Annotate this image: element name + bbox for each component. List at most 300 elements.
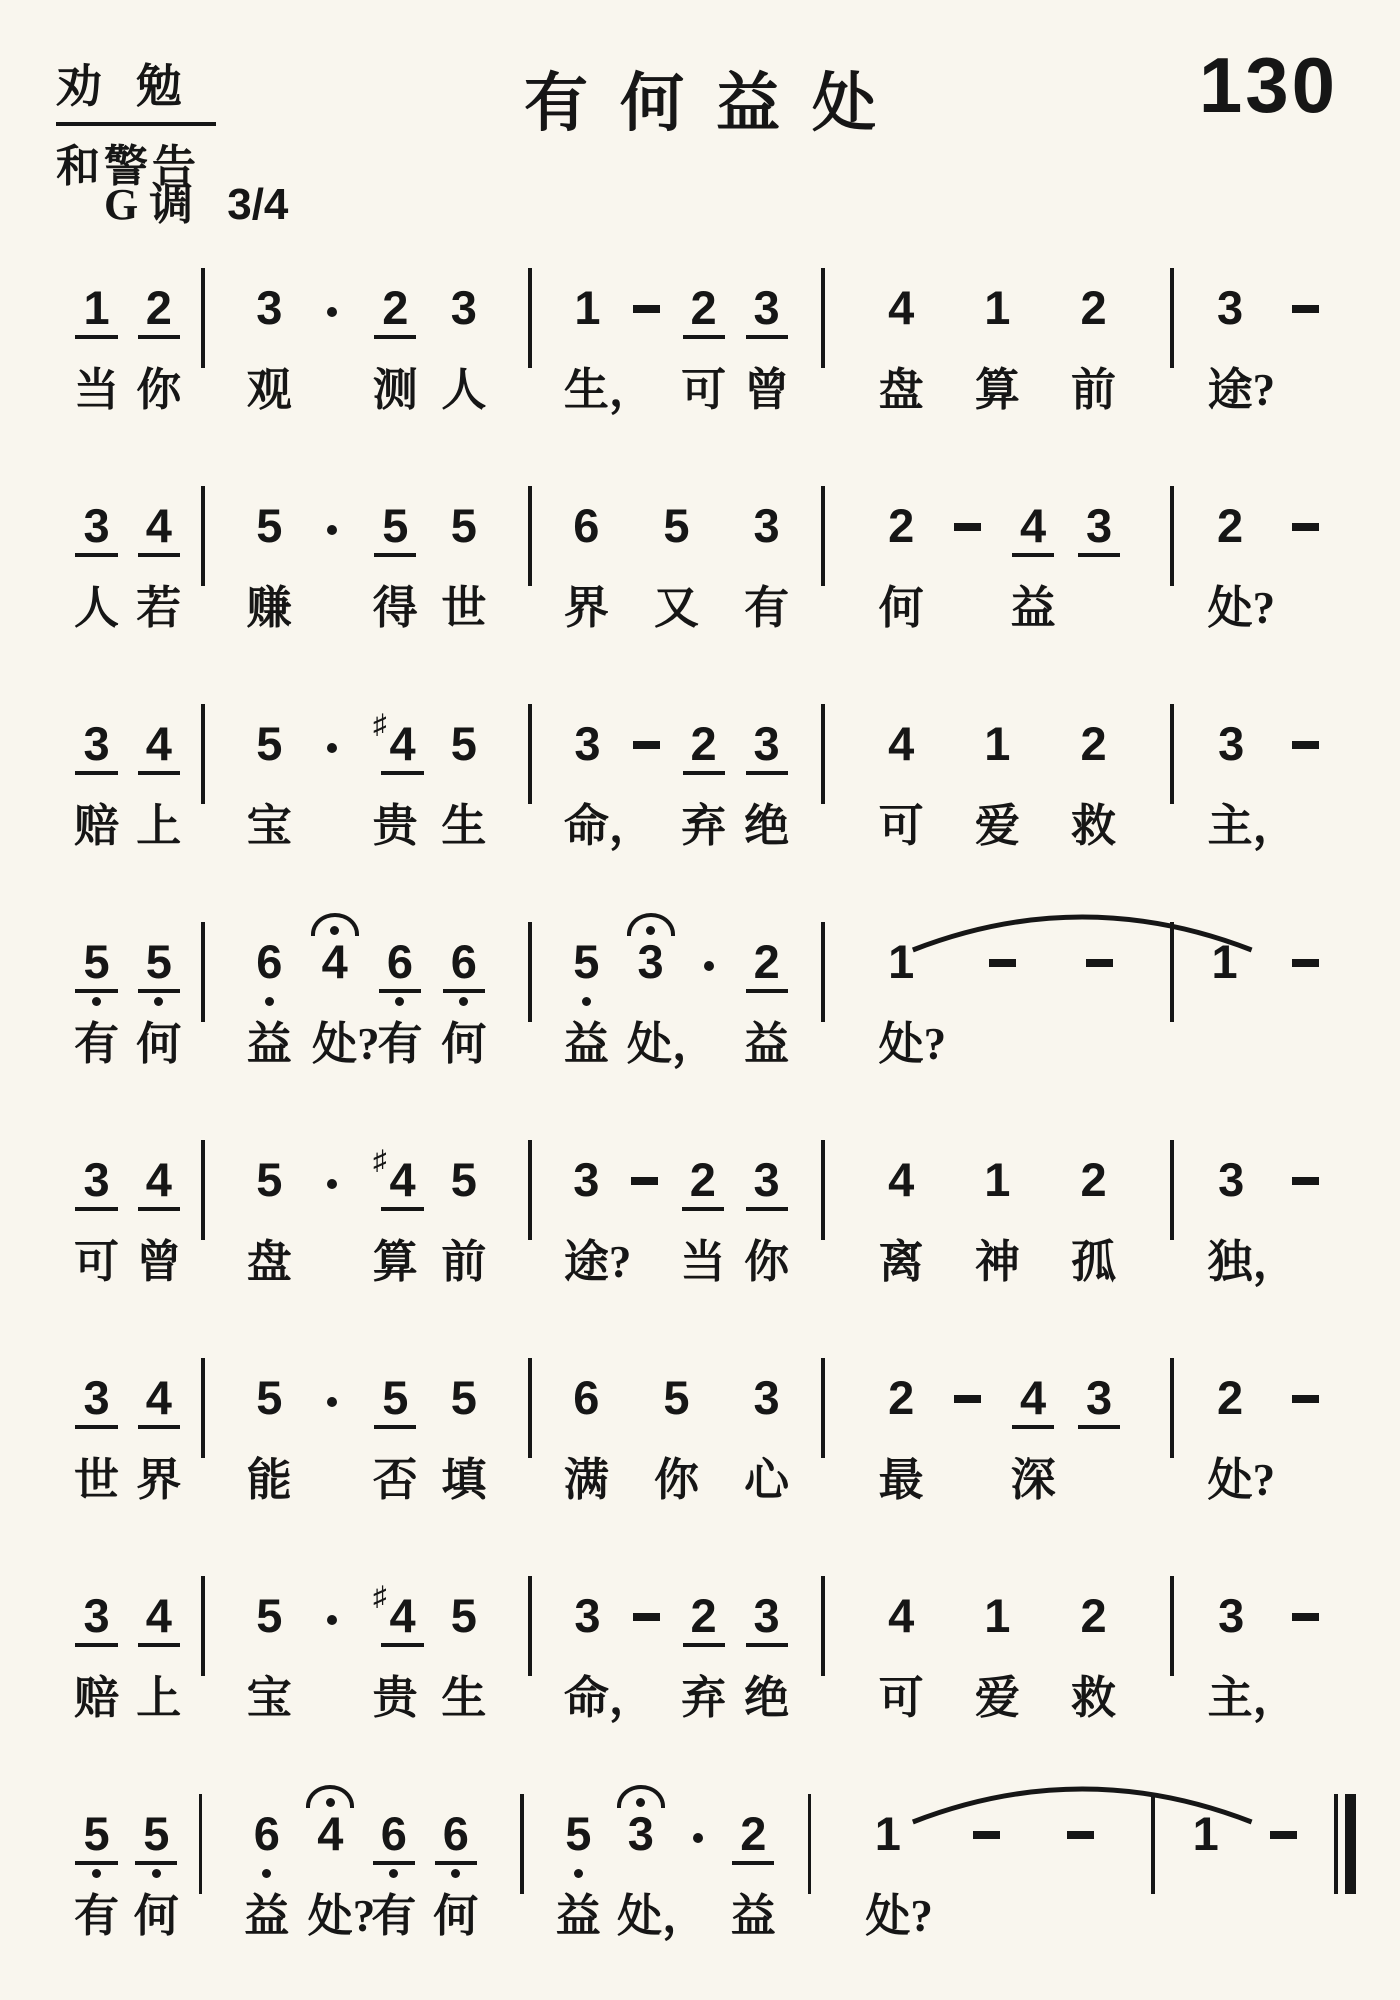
measure <box>1174 472 1356 640</box>
hold-dash-token <box>1288 690 1322 858</box>
hold-dash-token <box>628 1126 662 1294</box>
note-number: 3 <box>75 1372 117 1429</box>
note-token <box>441 690 486 858</box>
note-number: 5 <box>75 1808 117 1865</box>
note-figure <box>327 718 337 774</box>
lyric-char: 测 <box>372 365 418 415</box>
note-figure <box>327 282 337 338</box>
note-number: 2 <box>374 282 416 339</box>
note-number: 3 <box>1217 281 1244 334</box>
note-number: 4 <box>138 500 180 557</box>
note-number: 2 <box>682 1154 724 1211</box>
note-number: 5 <box>663 1371 690 1424</box>
hold-dash-icon <box>1292 1395 1319 1403</box>
note-number: 4 <box>1012 1372 1054 1429</box>
hold-dash-token <box>1288 1126 1322 1294</box>
note-token <box>247 254 292 422</box>
note-number: 3 <box>573 1153 600 1206</box>
note-figure <box>688 1154 718 1210</box>
measure <box>205 1562 529 1730</box>
lyric-char: 处? <box>1207 583 1276 633</box>
note-figure <box>1080 1154 1106 1210</box>
note-token <box>879 254 924 422</box>
note-number: 2 <box>888 499 915 552</box>
note-figure <box>875 1808 901 1864</box>
lyric-char: 何 <box>133 1891 179 1941</box>
lyric-char: 盘 <box>246 1237 292 1287</box>
octave-dot-slot <box>262 1864 271 1882</box>
note-figure <box>144 718 174 774</box>
hold-dash-icon <box>633 741 660 749</box>
lyric-char: 否 <box>372 1455 418 1505</box>
note-number: 4 <box>381 1154 423 1211</box>
lyric-char: 上 <box>136 1673 182 1723</box>
hold-dash-token <box>970 1780 1004 1948</box>
lyric-char: 你 <box>744 1237 790 1287</box>
measure <box>825 254 1170 422</box>
octave-dot-slot <box>395 992 404 1010</box>
note-token <box>441 254 486 422</box>
note-token <box>617 1780 708 1948</box>
measure <box>825 1562 1170 1730</box>
note-number: 4 <box>888 717 915 770</box>
note-number: 5 <box>75 936 117 993</box>
note-token <box>74 690 119 858</box>
augmentation-dot-token <box>692 908 726 1076</box>
note-token <box>563 1562 654 1730</box>
note-token <box>879 1562 924 1730</box>
note-token <box>373 472 418 640</box>
lyric-char: 处， <box>617 1891 708 1941</box>
note-figure <box>81 936 111 992</box>
note-figure <box>1018 1372 1048 1428</box>
note-figure <box>1067 1808 1094 1864</box>
lyric-char: 算 <box>372 1237 418 1287</box>
note-number: 6 <box>253 1807 280 1860</box>
note-token <box>74 1344 119 1512</box>
note-figure <box>1080 1590 1106 1646</box>
note-number: 3 <box>753 1371 780 1424</box>
score-line-2 <box>58 472 1356 640</box>
lyric-char: 益 <box>244 1891 290 1941</box>
note-figure <box>1292 282 1319 338</box>
measure <box>811 1780 1151 1948</box>
lyric-char: 益 <box>730 1891 776 1941</box>
hold-dash-token <box>1288 908 1322 1076</box>
lyric-char: 赔 <box>74 801 120 851</box>
note-figure <box>372 1581 418 1646</box>
hold-dash-token <box>1063 1780 1097 1948</box>
lyric-char: 你 <box>653 1455 699 1505</box>
hold-dash-token <box>629 690 663 858</box>
note-token <box>865 1780 933 1948</box>
lyric-char: 世 <box>441 583 487 633</box>
lyric-char: 益 <box>555 1891 601 1941</box>
note-figure <box>256 1154 282 1210</box>
note-token <box>1207 690 1298 858</box>
lyric-char: 独， <box>1207 1237 1298 1287</box>
measure <box>58 908 201 1076</box>
note-token <box>731 1780 776 1948</box>
lyric-char: 曾 <box>136 1237 182 1287</box>
note-token <box>247 472 292 640</box>
note-number: 5 <box>450 717 477 770</box>
note-figure <box>752 936 782 992</box>
measure <box>825 1126 1170 1294</box>
note-number: 4 <box>888 1589 915 1642</box>
note-number: 3 <box>1218 1153 1245 1206</box>
score-line-1 <box>58 254 1356 422</box>
note-number: 3 <box>256 281 283 334</box>
lyric-char: 命， <box>563 801 654 851</box>
final-barline-thin <box>1334 1794 1338 1894</box>
key-time-line <box>104 168 288 232</box>
lyric-char: 界 <box>563 583 609 633</box>
note-token <box>1011 1344 1056 1512</box>
measure <box>205 690 529 858</box>
score-line-4 <box>58 908 1356 1076</box>
lyric-char: 界 <box>136 1455 182 1505</box>
note-token <box>441 1344 486 1512</box>
note-figure <box>888 1372 914 1428</box>
note-figure <box>663 1372 689 1428</box>
lyric-char: 能 <box>246 1455 292 1505</box>
note-figure <box>1292 718 1319 774</box>
octave-dot-slot <box>582 992 591 1010</box>
octave-dot-slot <box>451 1864 460 1882</box>
category-top-label: 劝勉 <box>56 61 216 112</box>
note-number: 5 <box>374 500 416 557</box>
lyric-char: 深 <box>1010 1455 1056 1505</box>
note-number: 3 <box>75 500 117 557</box>
note-figure <box>574 1590 600 1646</box>
note-number: 5 <box>256 717 283 770</box>
note-figure <box>1018 500 1048 556</box>
note-figure <box>451 1154 477 1210</box>
note-token <box>744 1126 789 1294</box>
note-token <box>681 254 726 422</box>
note-token <box>74 472 119 640</box>
note-number: 5 <box>565 1807 592 1860</box>
duration-dot-icon <box>327 1615 337 1625</box>
note-token <box>1011 472 1056 640</box>
note-number: 3 <box>746 1590 788 1647</box>
note-figure <box>380 500 410 556</box>
note-number: 1 <box>574 281 601 334</box>
lyric-char: 可 <box>878 801 924 851</box>
augmentation-dot-token <box>315 254 349 422</box>
note-token <box>744 1344 789 1512</box>
note-token <box>1208 908 1242 1076</box>
note-number: 4 <box>381 718 423 775</box>
note-figure <box>633 1590 660 1646</box>
note-number: 5 <box>663 499 690 552</box>
note-number: 2 <box>1217 499 1244 552</box>
note-figure <box>1292 1154 1319 1210</box>
score-line-3 <box>58 690 1356 858</box>
lyric-char: 益 <box>246 1019 292 1069</box>
lyric-char: 最 <box>878 1455 924 1505</box>
augmentation-dot-token <box>315 1126 349 1294</box>
lyric-char: 曾 <box>744 365 790 415</box>
note-number: 1 <box>984 1153 1011 1206</box>
note-token <box>556 1780 601 1948</box>
octave-dot-slot <box>154 992 163 1010</box>
low-octave-dot-icon <box>574 1869 583 1878</box>
note-token <box>373 1344 418 1512</box>
lyric-char: 人 <box>74 583 120 633</box>
lyric-char: 孤 <box>1071 1237 1117 1287</box>
note-figure <box>451 282 477 338</box>
lyric-char: 赔 <box>74 1673 120 1723</box>
note-token <box>879 472 924 640</box>
note-token <box>680 1126 725 1294</box>
note-figure <box>451 500 477 556</box>
note-token <box>306 1780 376 1948</box>
lyric-char: 得 <box>372 583 418 633</box>
note-figure <box>144 1154 174 1210</box>
note-number: 3 <box>75 718 117 775</box>
octave-dot-slot <box>92 1864 101 1882</box>
note-number: 2 <box>1080 281 1107 334</box>
category-bottom-label: 和警告 <box>56 142 200 191</box>
lyric-char: 前 <box>1071 365 1117 415</box>
note-token <box>563 1126 632 1294</box>
note-number: 6 <box>573 499 600 552</box>
hold-dash-token <box>1266 1780 1300 1948</box>
note-token <box>373 254 418 422</box>
note-number: 1 <box>874 1807 901 1860</box>
note-token <box>975 254 1020 422</box>
duration-dot-icon <box>327 525 337 535</box>
note-figure <box>954 1372 981 1428</box>
note-token <box>377 908 422 1076</box>
note-figure <box>1217 282 1243 338</box>
lyric-char: 若 <box>136 583 182 633</box>
lyric-char: 宝 <box>246 1673 292 1723</box>
note-token <box>373 1562 418 1730</box>
note-figure <box>574 718 600 774</box>
note-figure <box>1217 500 1243 556</box>
note-figure <box>1080 282 1106 338</box>
measure <box>205 1344 529 1512</box>
note-number: 6 <box>435 1808 477 1865</box>
note-number: 1 <box>888 935 915 988</box>
note-number: 3 <box>1078 1372 1120 1429</box>
hymn-number: 130 <box>1198 41 1338 129</box>
final-barline <box>1334 1794 1356 1894</box>
note-token <box>1082 472 1116 640</box>
measure <box>532 1562 821 1730</box>
low-octave-dot-icon <box>459 997 468 1006</box>
note-figure <box>144 936 174 992</box>
note-number: 3 <box>574 717 601 770</box>
lyric-char: 世 <box>74 1455 120 1505</box>
lyric-char: 可 <box>681 365 727 415</box>
page-title: 有何益处 <box>524 67 908 139</box>
lyric-char: 处? <box>1207 1455 1276 1505</box>
note-number: 6 <box>379 936 421 993</box>
hold-dash-token <box>950 472 984 640</box>
note-figure <box>888 500 914 556</box>
note-number: 4 <box>138 1590 180 1647</box>
hold-dash-token <box>629 1562 663 1730</box>
measure <box>532 1344 821 1512</box>
note-token <box>441 1126 486 1294</box>
lyric-char: 有 <box>377 1019 423 1069</box>
low-octave-dot-icon <box>389 1869 398 1878</box>
note-number: 3 <box>637 935 664 988</box>
score-line-8 <box>58 1780 1356 1948</box>
note-token <box>975 690 1020 858</box>
lyric-char: 救 <box>1071 801 1117 851</box>
note-number: 3 <box>1078 500 1120 557</box>
note-token <box>975 1562 1020 1730</box>
lyric-char: 前 <box>441 1237 487 1287</box>
note-figure <box>1270 1808 1297 1864</box>
note-figure <box>317 1808 343 1864</box>
note-number: 2 <box>683 282 725 339</box>
lyric-char: 绝 <box>744 1673 790 1723</box>
note-number: 2 <box>1080 1589 1107 1642</box>
lyric-char: 当 <box>74 365 120 415</box>
note-token <box>654 472 699 640</box>
octave-dot-slot <box>574 1864 583 1882</box>
low-octave-dot-icon <box>154 997 163 1006</box>
note-figure <box>1218 718 1244 774</box>
duration-dot-icon <box>693 1833 703 1843</box>
hold-dash-icon <box>1292 741 1319 749</box>
lyric-char: 途? <box>563 1237 632 1287</box>
hold-dash-icon <box>1270 1831 1297 1839</box>
note-token <box>136 1562 181 1730</box>
lyric-char: 何 <box>878 583 924 633</box>
note-figure <box>449 936 479 992</box>
note-number: 2 <box>683 718 725 775</box>
lyric-char: 绝 <box>744 801 790 851</box>
note-number: 5 <box>450 1153 477 1206</box>
note-figure <box>754 1372 780 1428</box>
hold-dash-icon <box>633 1613 660 1621</box>
low-octave-dot-icon <box>92 1869 101 1878</box>
note-figure <box>81 500 111 556</box>
lyric-char: 命， <box>563 1673 654 1723</box>
note-number: 4 <box>888 1153 915 1206</box>
lyric-char: 填 <box>441 1455 487 1505</box>
lyric-char: 贵 <box>372 801 418 851</box>
note-figure <box>888 1154 914 1210</box>
note-figure <box>1212 936 1238 992</box>
low-octave-dot-icon <box>152 1869 161 1878</box>
note-figure <box>1292 500 1319 556</box>
note-token <box>1207 472 1276 640</box>
measure <box>532 690 821 858</box>
lyric-char: 当 <box>680 1237 726 1287</box>
note-figure <box>327 1372 337 1428</box>
note-figure <box>327 1154 337 1210</box>
measure <box>1174 1344 1356 1512</box>
note-number: 5 <box>573 935 600 988</box>
sharp-icon: ♯ <box>372 1145 387 1175</box>
note-figure <box>752 282 782 338</box>
measure <box>825 908 1170 1076</box>
lyric-char: 你 <box>136 365 182 415</box>
measure <box>58 254 201 422</box>
note-token <box>441 908 486 1076</box>
lyric-char: 爱 <box>974 1673 1020 1723</box>
lyric-char: 生 <box>441 801 487 851</box>
lyric-char: 有 <box>744 583 790 633</box>
note-number: 4 <box>138 718 180 775</box>
note-figure <box>256 282 282 338</box>
note-figure <box>379 1808 409 1864</box>
note-figure <box>1217 1372 1243 1428</box>
note-number: 3 <box>1218 717 1245 770</box>
lyric-char: 爱 <box>974 801 1020 851</box>
note-number: 5 <box>256 1153 283 1206</box>
low-octave-dot-icon <box>582 997 591 1006</box>
note-figure <box>372 1145 418 1210</box>
note-number: 1 <box>984 281 1011 334</box>
note-number: 3 <box>746 1154 788 1211</box>
measure <box>58 1562 201 1730</box>
note-number: 4 <box>138 1154 180 1211</box>
note-token <box>1071 254 1116 422</box>
hold-dash-token <box>1082 908 1116 1076</box>
note-figure <box>689 718 719 774</box>
note-number: 1 <box>1211 935 1238 988</box>
note-number: 6 <box>256 935 283 988</box>
note-token <box>744 472 789 640</box>
hold-dash-token <box>1288 1562 1322 1730</box>
note-number: 3 <box>746 282 788 339</box>
measure <box>205 908 529 1076</box>
hold-dash-token <box>986 908 1020 1076</box>
hold-dash-icon <box>973 1831 1000 1839</box>
note-figure <box>663 500 689 556</box>
lyric-char: 人 <box>441 365 487 415</box>
note-figure <box>256 936 282 992</box>
note-token <box>433 1780 478 1948</box>
note-figure <box>888 1590 914 1646</box>
note-token <box>247 1126 292 1294</box>
hold-dash-icon <box>954 523 981 531</box>
note-number: 3 <box>753 499 780 552</box>
note-figure <box>451 1372 477 1428</box>
measure <box>1155 1780 1335 1948</box>
note-token <box>134 1780 179 1948</box>
lyric-char: 救 <box>1071 1673 1117 1723</box>
note-figure <box>1084 500 1114 556</box>
score-line-7 <box>58 1562 1356 1730</box>
note-token <box>247 908 292 1076</box>
note-figure <box>565 1808 591 1864</box>
augmentation-dot-token <box>315 690 349 858</box>
score-line-6 <box>58 1344 1356 1512</box>
note-number: 2 <box>138 282 180 339</box>
note-figure <box>1292 1590 1319 1646</box>
fermata-icon <box>311 913 359 936</box>
note-figure <box>385 936 415 992</box>
fermata-icon <box>617 1785 665 1808</box>
hold-dash-icon <box>633 305 660 313</box>
fermata-slot <box>311 908 359 936</box>
note-token <box>373 1126 418 1294</box>
note-figure <box>256 500 282 556</box>
fermata-slot <box>627 908 675 936</box>
note-number: 2 <box>683 1590 725 1647</box>
note-figure <box>888 936 914 992</box>
